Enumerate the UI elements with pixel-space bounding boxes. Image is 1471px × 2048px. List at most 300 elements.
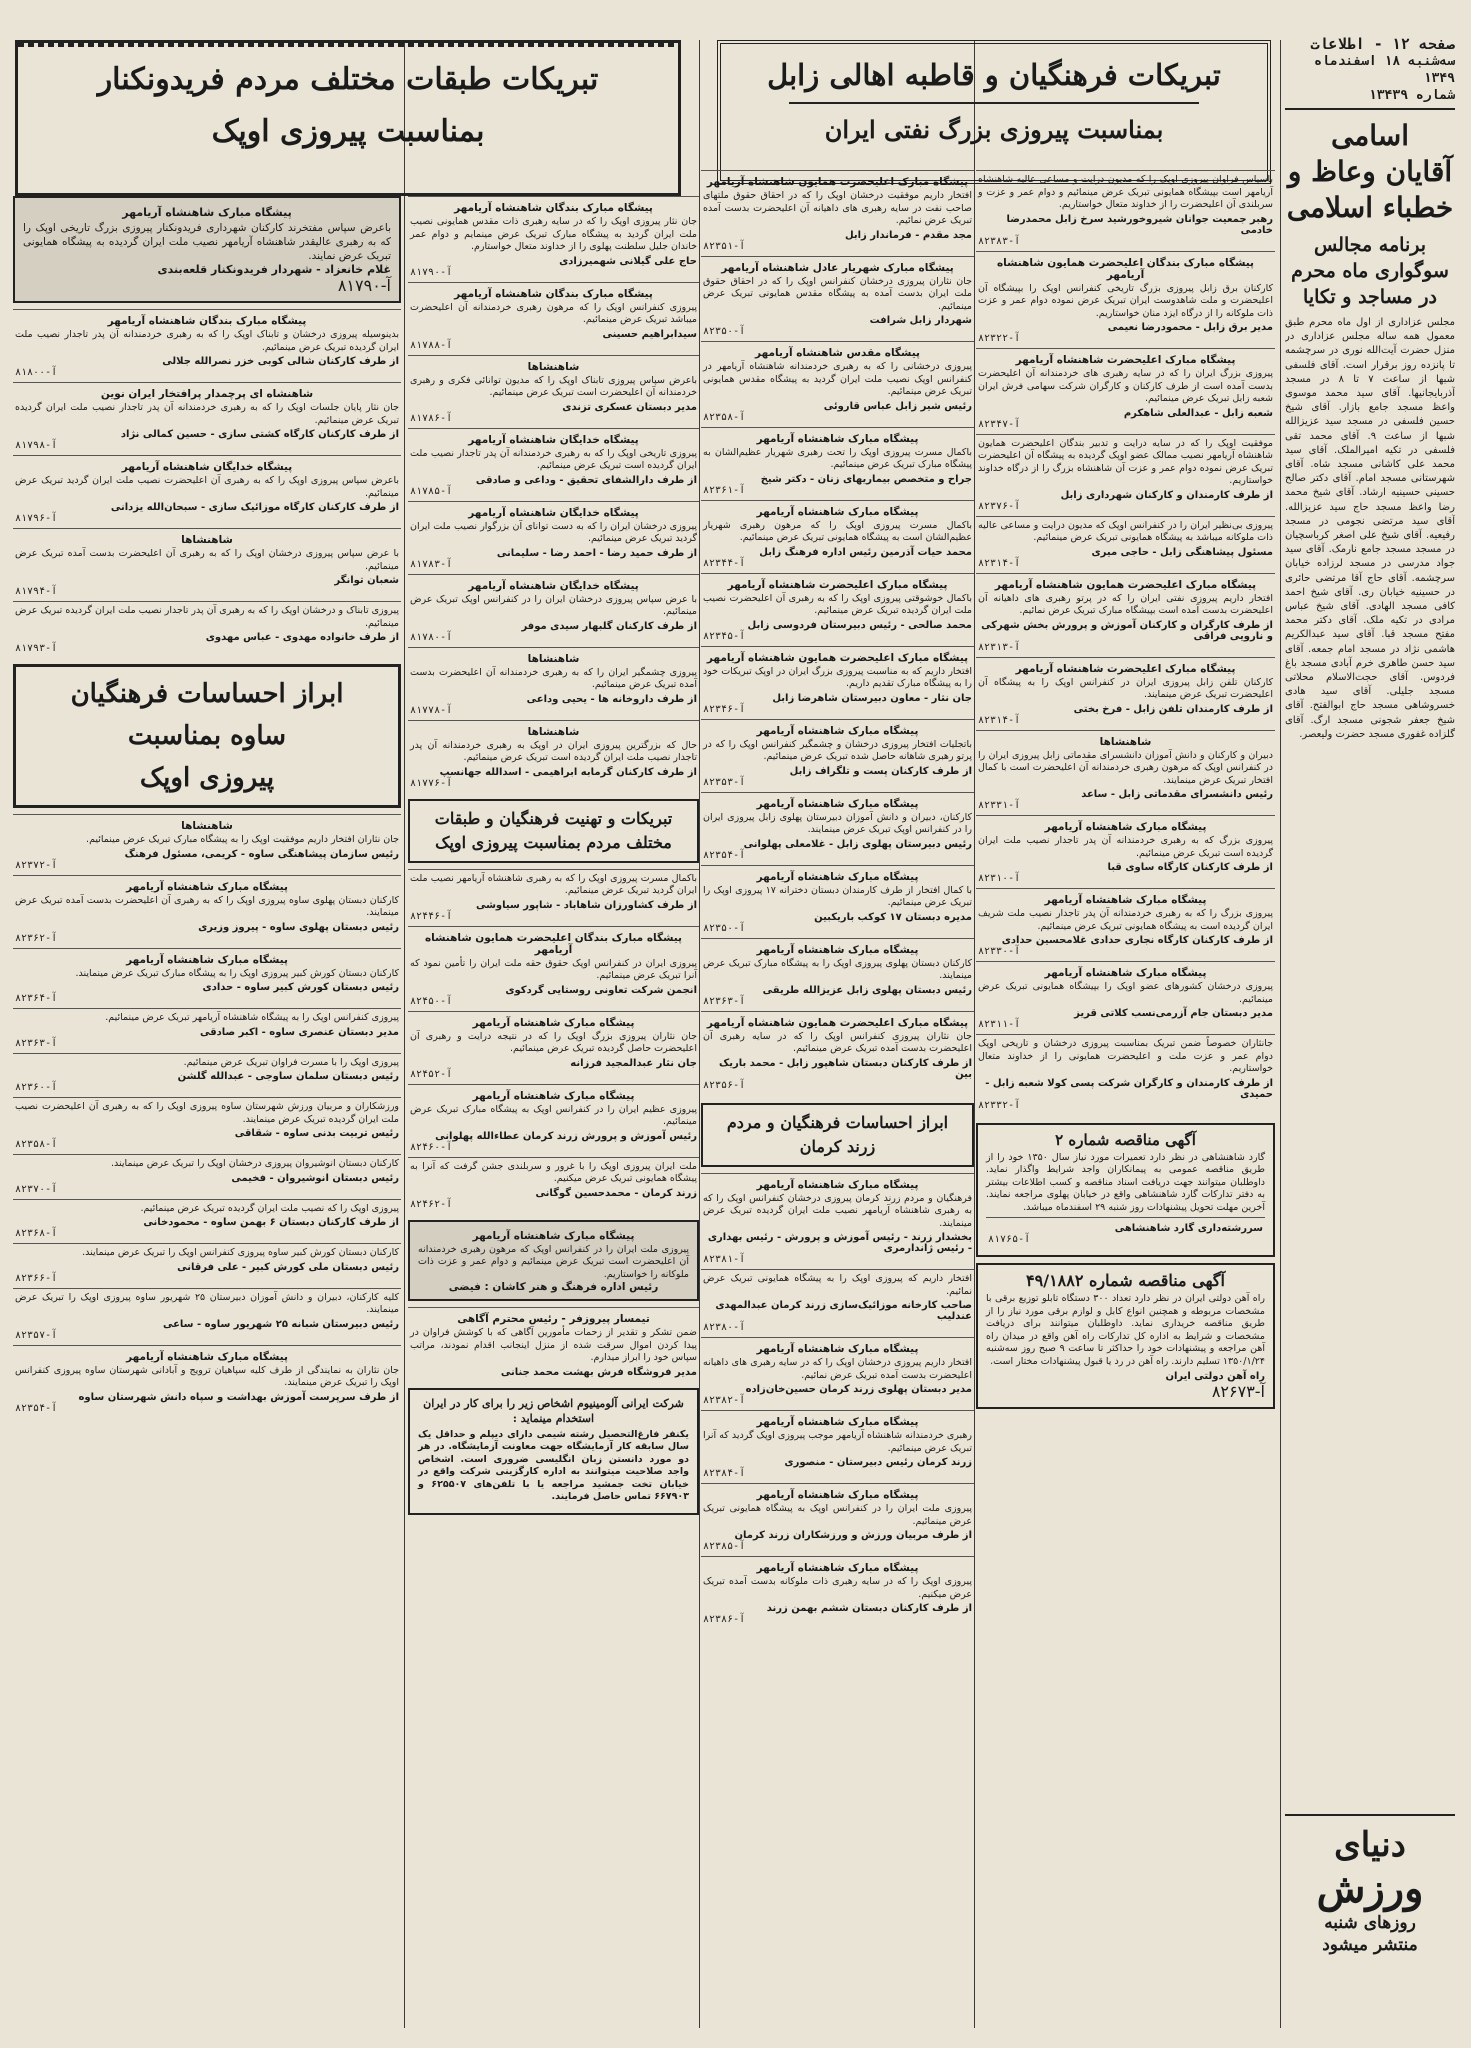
ad-code: آ-۸۲۴۵۲ <box>410 1068 453 1080</box>
announcement-title: شاهنشاها <box>1099 735 1152 748</box>
announcement-signature: از طرف حمید رضا - احمد رضا - سلیمانی <box>496 547 697 559</box>
ad-code: آ-۸۲۳۳۲ <box>978 1099 1021 1111</box>
announcement-body: افتخار داریم که به مناسبت پیروزی بزرگ ایران در اوپک تبریکات خود را به پیشگاه مبارک تقدیم داریم. <box>703 665 972 689</box>
ad-code: آ-۸۲۳۳۱ <box>978 800 1021 811</box>
column-4 <box>408 196 699 2028</box>
announcement-signature: از طرف کارمندان و کارکنان شهرداری زابل <box>1060 489 1273 501</box>
announcement <box>701 341 974 427</box>
announcement-title: شاهنشاها <box>527 725 580 738</box>
announcement-title: شاهنشاها <box>181 534 233 546</box>
announcement-body: باسپاس فراوان پیروزی اوپک را که مدیون درایت و مساعی عالیه شاهنشاه آریامهر است بپیشگاه همایونی تبریک عرض مینمائیم و دوام عمر و عزت و سربلندی آن اعلیحضرت را از خداوند متعال خواستاریم. <box>978 174 1273 210</box>
ad-code: آ-۸۱۷۹۰ <box>410 266 453 278</box>
announcement-body: افتخار داریم پیروزی نفتی ایران را که در پرتو رهبری های داهیانه آن اعلیحضرت بدست آمده است بپیشگاه مبارک تبریک عرض نمائیم. <box>978 592 1273 616</box>
ad-code: آ-۸۲۳۵۳ <box>703 776 746 788</box>
announcement <box>976 888 1275 961</box>
announcement <box>701 256 974 342</box>
saveh-title: پیروزی اوپک <box>139 763 275 793</box>
announcement <box>13 455 401 528</box>
ad-code: آ-۸۱۷۸۵ <box>410 485 453 497</box>
announcement <box>701 1173 974 1270</box>
column-3 <box>701 170 974 2028</box>
announcement-body: پیروزی کنفرانس اوپک را به پیشگاه شاهنشاه آریامهر تبریک عرض مینمائیم. <box>105 1012 399 1023</box>
announcement-body: باکمال مسرت پیروزی اوپک را که مرهون رهبری شهریار عظیم‌الشان است به پیشگاه همایونی تبریک عرض مینمائیم. <box>703 519 972 543</box>
announcement <box>408 1157 699 1214</box>
announcement-signature: مدیر دبستان پهلوی زرند کرمان حسین‌خان‌زاده <box>745 1384 972 1395</box>
announcement-title: پیشگاه مبارک بندگان اعلیحضرت همایون شاهنشاه آریامهر <box>424 931 683 956</box>
announcement <box>701 1337 974 1410</box>
announcement-signature: رئیس اداره فرهنگ و هنر کاشان : فیضی <box>448 1281 659 1293</box>
announcement-body: پیروزی تاریخی اوپک را که به رهبری خردمندانه آن پدر تاجدار نصیب ملت ایران گردیده است تبریک عرض مینمائیم. <box>410 447 697 471</box>
announcement-signature: جان نثار - معاون دبیرستان شاهرضا زابل <box>772 692 972 704</box>
zabol-title-box <box>717 40 1271 184</box>
ad-code: آ-۸۲۳۸۲ <box>703 1395 746 1406</box>
announcement-signature: مدیر دبستان عسکری تزندی <box>562 401 697 413</box>
tender-notice-2 <box>976 1263 1275 1409</box>
announcement-signature: رئیس دانشسرای مقدماتی زابل - ساعد <box>1081 789 1273 800</box>
thanks-body: ضمن تشکر و تقدیر از زحمات مأمورین آگاهی که با کوشش فراوان در پیدا کردن اموال سرقت شده از منزل اینجانب اقدام نمودند، مراتب سپاس خود را ابراز میدارم. <box>410 1327 697 1363</box>
ad-code: آ-۸۱۷۹۸ <box>15 440 58 451</box>
announcement-signature: مدیر دبستان جام آزرمی‌نسب کلاتی قریز <box>1074 1008 1273 1019</box>
announcement <box>701 1011 974 1095</box>
page-label: صفحه ۱۲ - اطلاعات <box>1310 36 1455 53</box>
announcement <box>701 500 974 573</box>
sports-title: دنیای <box>1334 1825 1406 1865</box>
announcement-body: پیروزی اوپک را که در سایه رهبری ذات ملوکانه بدست آمده تبریک عرض میکنیم. <box>703 1576 972 1600</box>
announcement <box>976 815 1275 888</box>
ad-code: آ-۸۲۳۷۶ <box>978 500 1021 512</box>
announcement-signature: صاحب کارخانه موزائیک‌سازی زرند کرمان عبدالمهدی عندلیب <box>715 1300 972 1322</box>
job-ad <box>408 1388 699 1515</box>
announcement <box>976 348 1275 434</box>
title-line: خطباء اسلامی <box>1286 191 1454 224</box>
ad-code: آ-۸۲۳۵۰ <box>703 326 746 337</box>
announcement-title: پیشگاه مبارک شاهنشاه آریامهر <box>756 1562 919 1574</box>
announcement-title: پیشگاه مبارک شاهنشاه آریامهر <box>756 1489 919 1501</box>
announcement <box>976 657 1275 730</box>
announcement-title: پیشگاه مبارک شاهنشاه آریامهر <box>472 1089 635 1102</box>
announcement-body: پیروزی درخشانی را که به رهبری خردمندانه شاهنشاه آریامهر در کنفرانس اوپک نصیب ملت ایران گردید به پیشگاه مقدس همایونی تبریک عرض مینمائیم. <box>703 361 972 397</box>
announcement-signature: از طرف کشاورزان شاهاباد - شاپور سیاوشی <box>475 899 697 911</box>
announcement-title: پیشگاه مبارک شاهنشاه آریامهر <box>756 505 919 518</box>
announcement <box>408 926 699 1011</box>
announcement-signature: غلام خانعزاد - شهردار فریدونکنار قلعه‌بندی <box>157 263 391 276</box>
announcement <box>13 1345 401 1418</box>
announcement-title: پیشگاه مبارک شاهنشاه آریامهر <box>122 206 292 219</box>
announcement-list <box>976 170 1275 1115</box>
announcement <box>976 434 1275 516</box>
ad-code: آ-۸۲۳۵۸ <box>15 1139 58 1150</box>
announcement-title: پیشگاه مبارک شاهنشاه آریامهر <box>756 1416 919 1428</box>
announcement <box>13 948 401 1009</box>
announcement-body: فرهنگیان و مردم زرند کرمان پیروزی درخشان کنفرانس اوپک را که به رهبری شاهنشاه آریامهر نصیب ملت ایران گردیده تبریک عرض مینمایند. <box>703 1192 972 1229</box>
ad-code: آ-۸۲۳۱۰ <box>978 873 1021 884</box>
announcement <box>408 1011 699 1084</box>
announcement <box>13 1053 401 1098</box>
announcement-title: پیشگاه مبارک شاهنشاه آریامهر <box>126 880 288 893</box>
announcement <box>701 427 974 500</box>
announcement-signature: مجد مقدم - فرماندار زابل <box>844 229 972 241</box>
announcement-signature: از طرف کارکنان شالی کوبی خزر نصرالله جلالی <box>162 356 399 367</box>
announcement-body: دبیران و کارکنان و دانش آموزان دانشسرای مقدماتی زابل پیروزی ایران را در کنفرانس اوپک که مرهون رهبری خردمندانه آن اعلیحضرت است با کمال افتخار تبریک عرض مینمایند. <box>978 749 1273 786</box>
sports-published: منتشر میشود <box>1322 1935 1418 1955</box>
announcement-title: پیشگاه مبارک اعلیحضرت همایون شاهنشاه آریامهر <box>706 1016 969 1029</box>
announcement-signature: از طرف کارگران و کارکنان آموزش و پرورش بخش شهرکی و نارویی فراقی <box>981 619 1273 642</box>
announcement <box>408 355 699 428</box>
announcement-signature: از طرف کارمندان و کارگران شرکت پسی کولا شعبه زابل - حمیدی <box>985 1077 1273 1100</box>
announcement-signature: محمد حیات آذرمین رئیس اداره فرهنگ زابل <box>759 546 972 558</box>
ad-code: آ-۸۲۳۱۴ <box>978 714 1021 726</box>
announcement-body: پیروزی عظیم ایران را در کنفرانس اوپک به پیشگاه مبارک تبریک عرض مینمائیم. <box>410 1103 697 1127</box>
announcement-signature: از طرف سرپرست آموزش بهداشت و سپاه دانش شهرستان ساوه <box>78 1391 399 1403</box>
announcement <box>408 428 699 501</box>
announcement <box>701 573 974 646</box>
ad-code: آ-۸۲۳۶۳ <box>703 995 746 1007</box>
announcement-signature: از طرف کارکنان کارگاه نجاری حدادی غلامحسین حدادی <box>1001 935 1273 946</box>
announcement <box>13 1097 401 1154</box>
zabol-subtitle: بمناسبت پیروزی بزرگ نفتی ایران <box>824 115 1164 144</box>
announcement-signature: از طرف کارمندان تلفن زابل - فرخ بختی <box>1073 703 1273 715</box>
announcement-body: جان نثار پایان جلسات اوپک را که به رهبری خردمندانه آن پدر تاجدار نصیب ملت ایران گردیده تبریک عرض مینمائیم. <box>15 402 399 426</box>
announcement-body: پیروزی اوپک را با مسرت فراوان تبریک عرض مینمائیم. <box>183 1056 399 1068</box>
announcement-title: پیشگاه مبارک شاهنشاه آریامهر <box>472 1016 635 1029</box>
announcement-signature: رئیس دبستان کورش کبیر ساوه - حدادی <box>202 982 399 993</box>
announcement <box>976 170 1275 251</box>
ad-code: آ-۸۱۷۸۸ <box>410 339 453 351</box>
announcement-body: جان نثاران افتخار داریم موفقیت اوپک را به پیشگاه مبارک تبریک عرض مینمائیم. <box>86 834 399 845</box>
announcement-body: باکمال خوشوقتی پیروزی اوپک را که به رهبری آن اعلیحضرت نصیب ملت ایران گردیده تبریک عرض مینمائیم. <box>703 592 972 616</box>
ad-code: آ-۸۲۳۶۱ <box>703 484 746 496</box>
zabol-title: تبریکات فرهنگیان و قاطبه اهالی زابل <box>767 58 1221 92</box>
subtitle-line: در مساجد و تکایا <box>1303 286 1437 308</box>
announcement <box>976 730 1275 816</box>
sports-days: روزهای شنبه <box>1324 1913 1416 1933</box>
announcement-title: پیشگاه مبارک اعلیحضرت شاهنشاه آریامهر <box>1015 662 1236 675</box>
announcement-body: جان نثاران پیروزی درخشان کنفرانس اوپک را که در احقاق حقوق ملت ایران بدست آمده به پیشگاه مقدس همایونی تبریک عرض مینمائیم. <box>703 275 972 312</box>
announcement <box>13 814 401 875</box>
announcement-title: پیشگاه مبارک بندگان شاهنشاه آریامهر <box>454 287 653 300</box>
announcement-body: کلیه کارکنان، دبیران و دانش آموزان دبیرستان ۲۵ شهریور ساوه پیروزی اوپک را تبریک عرض مینمایند. <box>15 1291 399 1315</box>
announcement <box>13 1154 401 1199</box>
announcement-body: کارکنان دبستان کورش کبیر ساوه پیروزی کنفرانس اوپک را تبریک عرض مینمایند. <box>82 1247 399 1258</box>
announcement-body: پیروزی تابناک و درخشان اوپک را که به رهبری آن پدر تاجدار نصیب ملت ایران گردیده تبریک عرض مینمائیم. <box>14 605 399 629</box>
announcement-signature: از طرف کارکنان کارگاه ساوی قبا <box>1107 862 1273 873</box>
announcement-title: پیشگاه مبارک بندگان شاهنشاه آریامهر <box>107 315 307 327</box>
announcement <box>13 528 401 601</box>
announcement-title: شاهنشاها <box>181 820 233 832</box>
announcement-signature: از طرف کارکنان دبستان ششم بهمن زرند <box>766 1603 972 1614</box>
announcement-title: پیشگاه مبارک اعلیحضرت همایون شاهنشاه آریامهر <box>706 651 969 664</box>
date-line: سه‌شنبه ۱۸ اسفندماه ۱۳۴۹ <box>1314 54 1455 86</box>
announcement-title: پیشگاه مبارک اعلیحضرت همایون شاهنشاه آریامهر <box>706 176 969 188</box>
tender-signature: راه آهن دولتی ایران <box>1165 1371 1265 1382</box>
announcement <box>408 869 699 926</box>
announcement-signature: شهردار زابل شرافت <box>869 315 972 326</box>
ad-code: آ-۸۱۷۷۶ <box>410 777 453 789</box>
announcement-signature: بخشدار زرند - رئیس آموزش و پرورش - رئیس بهداری - رئیس ژاندارمری <box>707 1232 972 1254</box>
announcement-signature: مسئول پیشاهنگی زابل - حاجی میری <box>1091 546 1273 558</box>
fereydunkenar-title-box <box>15 40 681 196</box>
announcement-signature: جان نثار عبدالمجید فرزانه <box>570 1057 697 1069</box>
ad-code: آ-۸۲۳۸۵ <box>703 1541 746 1552</box>
announcement-signature: از طرف کارکنان گرمابه ابراهیمی - اسدالله جهانسپ <box>439 766 697 778</box>
announcement-body: باتجلیات افتخار پیروزی درخشان و چشمگیر کنفرانس اوپک را که در پرتو رهبری شاهانه حاصل شده تبریک عرض مینمائیم. <box>703 738 972 762</box>
ad-code: آ-۸۲۳۶۳ <box>15 1037 58 1049</box>
announcement-body: کارکنان دبستان پهلوی ساوه پیروزی اوپک را که به رهبری آن اعلیحضرت بدست آمده تبریک عرض مینمایند. <box>15 894 399 918</box>
ad-code: آ-۸۲۳۸۴ <box>703 1468 746 1479</box>
announcement-signature: از طرف دارالشفای تحقیق - وداعی و صادقی <box>475 474 697 486</box>
announcement-signature: رئیس آموزش و پرورش زرند کرمان عطاءالله پهلوانی <box>435 1130 697 1142</box>
announcement-signature: حاج علی گیلانی شهمیرزادی <box>559 255 697 267</box>
ad-code: آ-۸۱۷۸۰ <box>410 631 453 643</box>
ad-code: آ-۸۲۳۶۸ <box>15 1228 58 1239</box>
tender-body: گارد شاهنشاهی در نظر دارد تعمیرات مورد نیاز سال ۱۳۵۰ خود را از طریق مناقصه عمومی به پیمانکاران واجد شرایط واگذار نماید. داوطلبان میتوانند جهت دریافت اسناد مناقصه و کسب اطلاعات بیشتر به دفتر تدارکات گارد شاهنشاهی واقع در خیابان پهلوی مراجعه نمایند. آخرین مهلت تحویل پیشنهادات روز شنبه ۲۹ اسفندماه میباشد. <box>986 1151 1265 1213</box>
culture-title: تبریکات و تهنیت فرهنگیان و طبقات مختلف مردم بمناسبت پیروزی اوپک <box>434 808 673 852</box>
announcement <box>976 573 1275 657</box>
ad-code: آ-۸۲۳۵۰ <box>703 922 746 934</box>
ad-code: آ-۸۲۳۵۷ <box>15 1329 58 1341</box>
announcement-body: جان نثار پیروزی اوپک را که در سایه رهبری ذات مقدس همایونی نصیب ملت ایران گردید به پیشگاه مبارک تبریک عرض مینمایم و دوام عمر خاندان جلیل سلطنت پهلوی را از خداوند متعال خواستارم. <box>410 216 697 252</box>
announcement-title: پیشگاه خدایگان شاهنشاه آریامهر <box>468 579 639 592</box>
announcement-body: پیروزی چشمگیر ایران را که به رهبری خردمندانه آن اعلیحضرت بدست آمده تبریک عرض مینمائیم. <box>410 666 697 690</box>
fereydunkenar-subtitle: بمناسبت پیروزی اوپک <box>211 114 485 149</box>
announcement-body: کارکنان دبستان انوشیروان پیروزی درخشان اوپک را تبریک عرض مینمایند. <box>110 1158 399 1169</box>
announcement-body: پیروزی درخشان کشورهای عضو اوپک را بپیشگاه همایونی تبریک عرض مینمائیم. <box>978 981 1273 1005</box>
announcement <box>976 1034 1275 1115</box>
announcement-title: پیشگاه مبارک شاهنشاه آریامهر <box>756 870 919 883</box>
ornament-border <box>18 43 678 47</box>
announcement-body: رهبری خردمندانه شاهنشاه آریامهر موجب پیروزی اوپک گردید که آنرا تبریک عرض مینمائیم. <box>703 1430 972 1454</box>
announcement-body: پیروزی ملت ایران را در کنفرانس اوپک به پیشگاه همایونی تبریک عرض مینمائیم. <box>703 1503 972 1527</box>
announcement <box>13 382 401 455</box>
announcement-title: پیشگاه مبارک شاهنشاه آریامهر <box>756 724 919 737</box>
announcement-body: کارکنان دبستان پهلوی پیروزی اوپک را به پیشگاه مبارک تبریک عرض مینمایند. <box>703 957 972 981</box>
announcement-title: پیشگاه مبارک شاهنشاه آریامهر <box>756 1343 919 1355</box>
masthead <box>1285 36 1455 110</box>
announcement <box>13 1008 401 1053</box>
column-rule <box>1280 40 1281 2028</box>
announcement-body: پیروزی درخشان ایران را که به دست توانای آن بزرگوار نصیب ملت ایران گردید تبریک عرض مینمائیم. <box>410 520 697 544</box>
announcement <box>13 1199 401 1244</box>
ad-code: آ-۸۲۳۵۴ <box>15 1402 58 1414</box>
ad-code: آ-۸۲۳۸۶ <box>703 1614 746 1625</box>
tender-title: آگهی مناقصه شماره ۴۹/۱۸۸۲ <box>1026 1271 1225 1290</box>
announcement <box>701 646 974 719</box>
announcement-signature: جراح و متخصص بیماریهای زنان - دکتر شیخ <box>760 473 972 485</box>
announcement-title: پیشگاه مبارک شاهنشاه آریامهر <box>756 1178 919 1191</box>
announcement-body: کارکنان تلفن زابل پیروزی ایران در کنفرانس اوپک را به پیشگاه آن اعلیحضرت تبریک عرض مینمایند. <box>978 676 1273 700</box>
announcement-body: پیروزی بی‌نظیر ایران را در کنفرانس اوپک که مدیون درایت و مساعی عالیه ذات ملوکانه میباشد به پیشگاه همایونی تبریک عرض مینمائیم. <box>978 519 1273 543</box>
announcement-body: باکمال مسرت پیروزی اوپک را که به رهبری شاهنشاه آریامهر نصیب ملت ایران گردید تبریک عرض مینمائیم. <box>410 872 697 896</box>
announcement <box>976 961 1275 1034</box>
ad-code: آ-۸۱۷۸۳ <box>410 558 453 570</box>
announcement-signature: از طرف مربیان ورزش و ورزشکاران زرند کرمان <box>734 1530 972 1541</box>
ad-code: آ-۸۲۳۷۲ <box>15 859 58 871</box>
announcement-title: پیشگاه خدایگان شاهنشاه آریامهر <box>121 461 293 473</box>
ad-code: آ-۸۲۳۶۴ <box>15 993 58 1004</box>
announcement-body: پیروزی بزرگ ایران را که در سایه رهبری های خردمندانه آن اعلیحضرت بدست آمده است از طرف کارکنان و کارگران شرکت سهامی فرش ایران شعبه زابل تبریک عرض مینمائیم. <box>978 368 1273 404</box>
ad-code: آ-۸۲۳۷۰ <box>15 1183 58 1195</box>
announcement-body: با کمال افتخار از طرف کارمندان دبستان دخترانه ۱۷ پیروزی اوپک را تبریک عرض مینمائیم. <box>703 884 972 908</box>
announcement-body: افتخار داریم موفقیت درخشان اوپک را که در احقاق حقوق ملتهای صاحب نفت در سایه رهبری های داهیانه آن اعلیحضرت بدست آمده تبریک عرض نمائیم. <box>703 190 972 226</box>
announcement-body: جان نثاران به نمایندگی از طرف کلیه سپاهیان ترویج و آبادانی شهرستان ساوه پیروزی کنفرانس اوپک را تبریک عرض مینمایند. <box>15 1364 399 1388</box>
column-rule <box>974 40 975 2028</box>
announcement-body: پیروزی بزرگ را که به رهبری خردمندانه آن پدر تاجدار نصیب ملت شریف ایران گردیده است به پیشگاه همایونی تبریک عرض مینمائیم. <box>978 908 1273 932</box>
announcement-list <box>701 170 974 1095</box>
ad-code: آ-۸۲۳۸۳ <box>978 235 1021 247</box>
announcement-body: ملت ایران پیروزی اوپک را با غرور و سربلندی جشن گرفت که آنرا به پیشگاه همایونی تبریک عرض میکنیم. <box>410 1160 697 1184</box>
announcement <box>701 1483 974 1556</box>
announcement-body: بدینوسیله پیروزی درخشان و تابناک اوپک را که به رهبری خردمندانه آن پدر تاجدار نصیب ملت ایران گردیده تبریک عرض مینمائیم. <box>15 329 399 353</box>
announcement-body: کارکنان برق زابل پیروزی بزرگ تاریخی کنفرانس اوپک را بپیشگاه آن اعلیحضرت و ملت شاهدوست ایران تبریک عرض نموده دوام عمر و عزت ذات ملوکانه را از درگاه ایزد منان خواستاریم. <box>978 282 1273 319</box>
announcement-body: حال که بزرگترین پیروزی ایران در اوپک به رهبری خردمندانه آن پدر تاجدار نصیب ملت ایران گردیده است تبریک عرض مینمائیم. <box>410 739 697 763</box>
announcement-body: باعرض سپاس پیروزی تابناک اوپک را که مدیون توانائی فکری و رهبری خردمندانه آن اعلیحضرت است تبریک عرض مینمائیم. <box>410 374 697 398</box>
announcement <box>408 501 699 574</box>
mourning-title <box>1285 118 1455 226</box>
culture-title-box <box>408 799 699 863</box>
announcement-signature: رئیس تربیت بدنی ساوه - شقاقی <box>234 1128 399 1139</box>
job-body: یکنفر فارغ‌التحصیل رشته شیمی دارای دیپلم و حداقل یک سال سابقه کار آزمایشگاه جهت معاونت آزمایشگاه. در هر دو مورد دانستن زبان انگلیسی ضروری است. اشخاص واجد صلاحیت میتوانند به اداره کارگزینی شرکت واقع در خیابان تخت جمشید مراجعه یا با تلفن‌های ۶۲۵۵۰۷ و ۶۶۷۹۰۳ تماس حاصل فرمایند. <box>418 1428 689 1502</box>
announcement-signature: از طرف خانواده مهدوی - عباس مهدوی <box>205 632 399 643</box>
tender-body: راه آهن دولتی ایران در نظر دارد تعداد ۳۰۰ دستگاه تابلو توزیع برقی با مشخصات مربوطه و همچنین انواع کابل و لوازم برقی مورد نیاز را از طریق مناقصه خریداری نماید. داوطلبان میتوانند برای دریافت مشخصات و شرایط به اداره کل تدارکات راه آهن واقع در میدان راه آهن مراجعه و پیشنهادات خود را حداکثر تا ساعت ۹ صبح روز سه‌شنبه ۱۳۵۰/۱/۲۴ تسلیم دارند. راه آهن در رد یا قبول پیشنهادات مختار است. <box>986 1293 1266 1367</box>
announcement-signature: رئیس دبستان پهلوی زابل عزیزالله طریقی <box>762 984 972 996</box>
ad-code: آ-۸۲۳۵۱ <box>703 240 746 252</box>
announcement-body: پیروزی اوپک را که نصیب ملت ایران گردیده تبریک عرض مینمائیم. <box>140 1202 399 1214</box>
announcement-title: پیشگاه مبارک شاهنشاه آریامهر <box>756 797 919 810</box>
announcement-body: ورزشکاران و مربیان ورزش شهرستان ساوه پیروزی اوپک را که به رهبری آن اعلیحضرت نصیب ملت ایران گردیده تبریک عرض مینمایند. <box>15 1101 399 1125</box>
announcement-signature: از طرف کارکنان پست و تلگراف زابل <box>789 765 972 777</box>
column-5 <box>13 196 401 2028</box>
announcement-title: پیشگاه مبارک شاهنشاه آریامهر <box>1044 894 1207 906</box>
ad-code: آ-۸۱۷۸۶ <box>410 412 453 424</box>
ad-code: آ-۸۲۳۱۱ <box>978 1019 1021 1030</box>
ad-code: آ-۸۲۴۵۰ <box>410 995 453 1007</box>
fereydunkenar-title: تبریکات طبقات مختلف مردم فریدونکنار <box>97 62 599 97</box>
column-rule <box>404 40 405 2028</box>
announcement <box>701 792 974 865</box>
ad-code: آ-۸۲۴۶۰ <box>410 1141 453 1153</box>
kashan-announcement <box>408 1220 699 1302</box>
announcement-body: پیروزی ایران در کنفرانس اوپک حقوق حقه ملت ایران را تأمین نمود که آنرا تبریک عرض مینمائیم. <box>410 957 697 981</box>
announcement-list <box>13 814 401 1418</box>
mourning-body: مجلس عزاداری از اول ماه محرم طبق معمول همه ساله مجلس عزاداری در منزل حضرت آیت‌الله نوری در سرچشمه تا پانزده روز برقرار است. آقای فلسفی شبها از ساعت ۷ تا ۸ در مسجد آذربایجانیها. آقای سید محمد موسوی واعظ مسجد جامع بازار. آقای شیخ حسین فلسفی در مسجد سید عزیزالله شبها از ساعت ۹. آقای محمد تقی فلسفی در تکیه امیرالملک. آقای سید محمد علی کاشانی مسجد شاه. آقای شهرستانی مسجد امام. آقای دکتر صالح حسینی حسینیه ارشاد. آقای شیخ محمد رضا واعظ مسجد حاج سید عزیزالله. آقای سید مرتضی نجومی در مسجد رفیعیه. آقای شیخ علی اصغر کرباسچیان در مسجد مسجد جامع نارمک. آقای سید جواد مدرسی در مسجد لرزاده خیابان سرچشمه. آقای حاج آقا مرتضی حائری در حسینیه خیابان ری. آقای شیخ احمد کافی مسجد الهادی. آقای شیخ عباس مرادی در تکیه ملک. آقای دکتر محمد مفتح مسجد قبا. آقای سید عبدالکریم هاشمی نژاد در مسجد امام جمعه. آقای سید حسن طاهری خرم آبادی مسجد باغ فردوس. آقای حجت‌الاسلام محلاتی مسجد جلیلی. آقای سید هادی خسروشاهی مسجد حاج ابوالفتح. آقای شیخ جعفر شجونی مسجد ارگ. آقای گلزاده غفوری مسجد حضرت ولیعصر. <box>1285 317 1455 740</box>
sports-promo <box>1285 1814 1455 1956</box>
announcement-body: جان نثاران پیروزی کنفرانس اوپک را که در سایه رهبری آن اعلیحضرت بدست آمده تبریک عرض مینمائیم. <box>703 1030 972 1054</box>
ad-code: آ-۸۱۷۹۰ <box>337 276 391 295</box>
announcement-list <box>408 869 699 1214</box>
announcement-signature: رهبر جمعیت جوانان شیروخورشید سرخ زابل محمدرضا خادمی <box>1006 213 1273 236</box>
announcement-signature: رئیس سازمان پیشاهنگی ساوه - کریمی، مسئول فرهنگ <box>124 848 399 860</box>
announcement-title: پیشگاه مبارک شاهنشاه آریامهر <box>1044 967 1207 979</box>
announcement-title: پیشگاه مبارک اعلیحضرت شاهنشاه آریامهر <box>727 578 948 591</box>
announcement-title: پیشگاه مبارک شاهنشاه آریامهر <box>126 953 288 966</box>
ad-code: آ-۸۲۳۱۳ <box>978 641 1021 653</box>
announcement-title: پیشگاه مبارک شاهنشاه آریامهر <box>756 943 919 956</box>
announcement-title: پیشگاه مبارک شهریار عادل شاهنشاه آریامهر <box>721 261 954 274</box>
announcement-signature: شعبه زابل - عبدالعلی شاهکرم <box>1123 407 1273 419</box>
announcement-title: پیشگاه مبارک بندگان اعلیحضرت همایون شاهنشاه آریامهر <box>996 256 1255 281</box>
announcement-body: جان نثاران پیروزی بزرگ اوپک را که در نتیجه درایت و رهبری آن اعلیحضرت حاصل گردیده تبریک عرض مینمائیم. <box>410 1030 697 1054</box>
announcement-signature: شعبان توانگر <box>334 575 399 586</box>
saveh-title: ابراز احساسات فرهنگیان <box>70 679 344 709</box>
announcement <box>701 938 974 1011</box>
announcement-title: پیشگاه مبارک شاهنشاه آریامهر <box>756 432 919 445</box>
job-title: شرکت ایرانی آلومینیوم اشخاص زیر را برای کار در ایران استخدام مینماید : <box>423 1396 684 1425</box>
announcement <box>701 1556 974 1629</box>
sports-title: ورزش <box>1316 1865 1424 1912</box>
saveh-title-box <box>13 664 401 808</box>
announcement-signature: محمد صالحی - رئیس دبیرستان فردوسی زابل <box>747 619 972 631</box>
announcement-body: کارکنان، دبیران و دانش آموزان دبیرستان پهلوی زابل پیروزی ایران را در کنفرانس اوپک تبریک عرض مینمایند. <box>703 811 972 835</box>
ad-code: آ-۸۲۴۴۶ <box>410 910 453 922</box>
announcement-body: باعرض سپاس پیروزی اوپک را که به رهبری آن اعلیحضرت نصیب ملت ایران گردید تبریک عرض مینمائیم. <box>15 475 399 499</box>
announcement-list <box>13 309 401 658</box>
thanks-signature: مدیر فروشگاه فرش بهشت محمد جنانی <box>500 1366 697 1378</box>
column-2 <box>976 170 1275 2028</box>
announcement-body: پیروزی بزرگ که به رهبری خردمندانه آن پدر تاجدار نصیب ملت ایران گردیده است تبریک عرض مینمائیم. <box>978 835 1273 859</box>
announcement-signature: از طرف کارکنان کارگاه کشتی سازی - حسین کمالی نژاد <box>120 429 399 440</box>
announcement <box>408 1084 699 1157</box>
announcement <box>701 170 974 256</box>
announcement-title: پیشگاه مبارک اعلیحضرت همایون شاهنشاه آریامهر <box>994 578 1257 591</box>
ad-code: آ-۸۱۷۹۶ <box>15 513 58 524</box>
ad-code: آ-۸۲۳۶۲ <box>15 932 58 944</box>
ad-code: آ-۸۱۸۰۰ <box>15 367 58 378</box>
announcement-list <box>408 196 699 793</box>
announcement-title: پیشگاه خدایگان شاهنشاه آریامهر <box>468 433 639 446</box>
announcement-signature: مدیر دبستان عنصری ساوه - اکبر صادقی <box>199 1026 399 1038</box>
announcement-body: با عرض سپاس پیروزی درخشان اوپک را که به رهبری آن اعلیحضرت بدست آمده تبریک عرض مینمائیم. <box>15 548 399 572</box>
ad-code: آ-۸۲۳۲۲ <box>978 333 1021 344</box>
announcement-body: افتخار داریم پیروزی درخشان اوپک را که در سایه رهبری های داهیانه اعلیحضرت بدست آمده تبریک عرض نمائیم. <box>703 1357 972 1381</box>
announcement-title: پیشگاه مقدس شاهنشاه آریامهر <box>755 347 920 359</box>
thanks-title: تیمسار پیروزفر - رئیس محترم آگاهی <box>457 1313 650 1325</box>
announcement-body: پیروزی ملت ایران را در کنفرانس اوپک که مرهون رهبری خردمندانه آن اعلیحضرت است تبریک عرض مینمائیم و دوام عمر و عزت ذات ملوکانه را خواستاریم. <box>418 1243 689 1280</box>
announcement-signature: رئیس دبیرستان پهلوی زابل - غلامعلی پهلوانی <box>743 838 972 850</box>
announcement-signature: از طرف داروخانه ها - یحیی وداعی <box>526 693 697 705</box>
ad-code: آ-۸۱۷۷۸ <box>410 704 453 716</box>
tender-notice-1 <box>976 1123 1275 1258</box>
column-right <box>1285 36 1455 2028</box>
zarand-title: ابراز احساسات فرهنگیان و مردم زرند کرمان <box>726 1112 949 1156</box>
announcement-signature: زرند کرمان رئیس دبیرستان - منصوری <box>784 1457 972 1468</box>
announcement-signature: رئیس دبیرستان شبانه ۲۵ شهریور ساوه - ساعی <box>162 1318 399 1330</box>
announcement-body: پیروزی کنفرانس اوپک را که مرهون رهبری خردمندانه آن اعلیحضرت میباشد تبریک عرض مینمائیم. <box>410 301 697 325</box>
announcement <box>976 251 1275 349</box>
announcement-list <box>701 1173 974 1630</box>
announcement-title: پیشگاه مبارک شاهنشاه آریامهر <box>472 1229 635 1242</box>
announcement-signature: مدیر برق زابل - محمودرضا نعیمی <box>1107 322 1273 333</box>
announcement-body: کارکنان دبستان کورش کبیر پیروزی اوپک را به پیشگاه مبارک تبریک عرض مینمایند. <box>75 967 399 979</box>
fereydunkenar-municipality-announcement <box>13 196 401 303</box>
announcement <box>408 574 699 647</box>
ad-code: آ-۸۲۳۴۷ <box>978 418 1021 430</box>
announcement <box>976 516 1275 573</box>
announcement <box>408 720 699 793</box>
announcement-title: پیشگاه مبارک شاهنشاه آریامهر <box>1044 821 1207 833</box>
announcement-signature: انجمن شرکت تعاونی روستایی گردکوی <box>505 984 697 996</box>
column-rule <box>699 40 700 2028</box>
ad-code: آ-۸۲۳۸۱ <box>703 1254 746 1265</box>
announcement-signature: از طرف کارکنان کارگاه موزائیک سازی - سبحان‌الله یزدانی <box>110 502 399 513</box>
announcement-signature: زرند کرمان - محمدحسین گوگانی <box>535 1187 697 1199</box>
ad-code: آ-۸۲۳۴۴ <box>703 557 746 569</box>
announcement-title: شاهنشاها <box>527 360 580 373</box>
ad-code: آ-۸۲۳۵۸ <box>703 411 746 423</box>
ad-code: آ-۸۲۳۴۶ <box>703 703 746 715</box>
title-divider <box>789 102 1199 104</box>
announcement <box>701 1410 974 1483</box>
announcement <box>408 282 699 355</box>
